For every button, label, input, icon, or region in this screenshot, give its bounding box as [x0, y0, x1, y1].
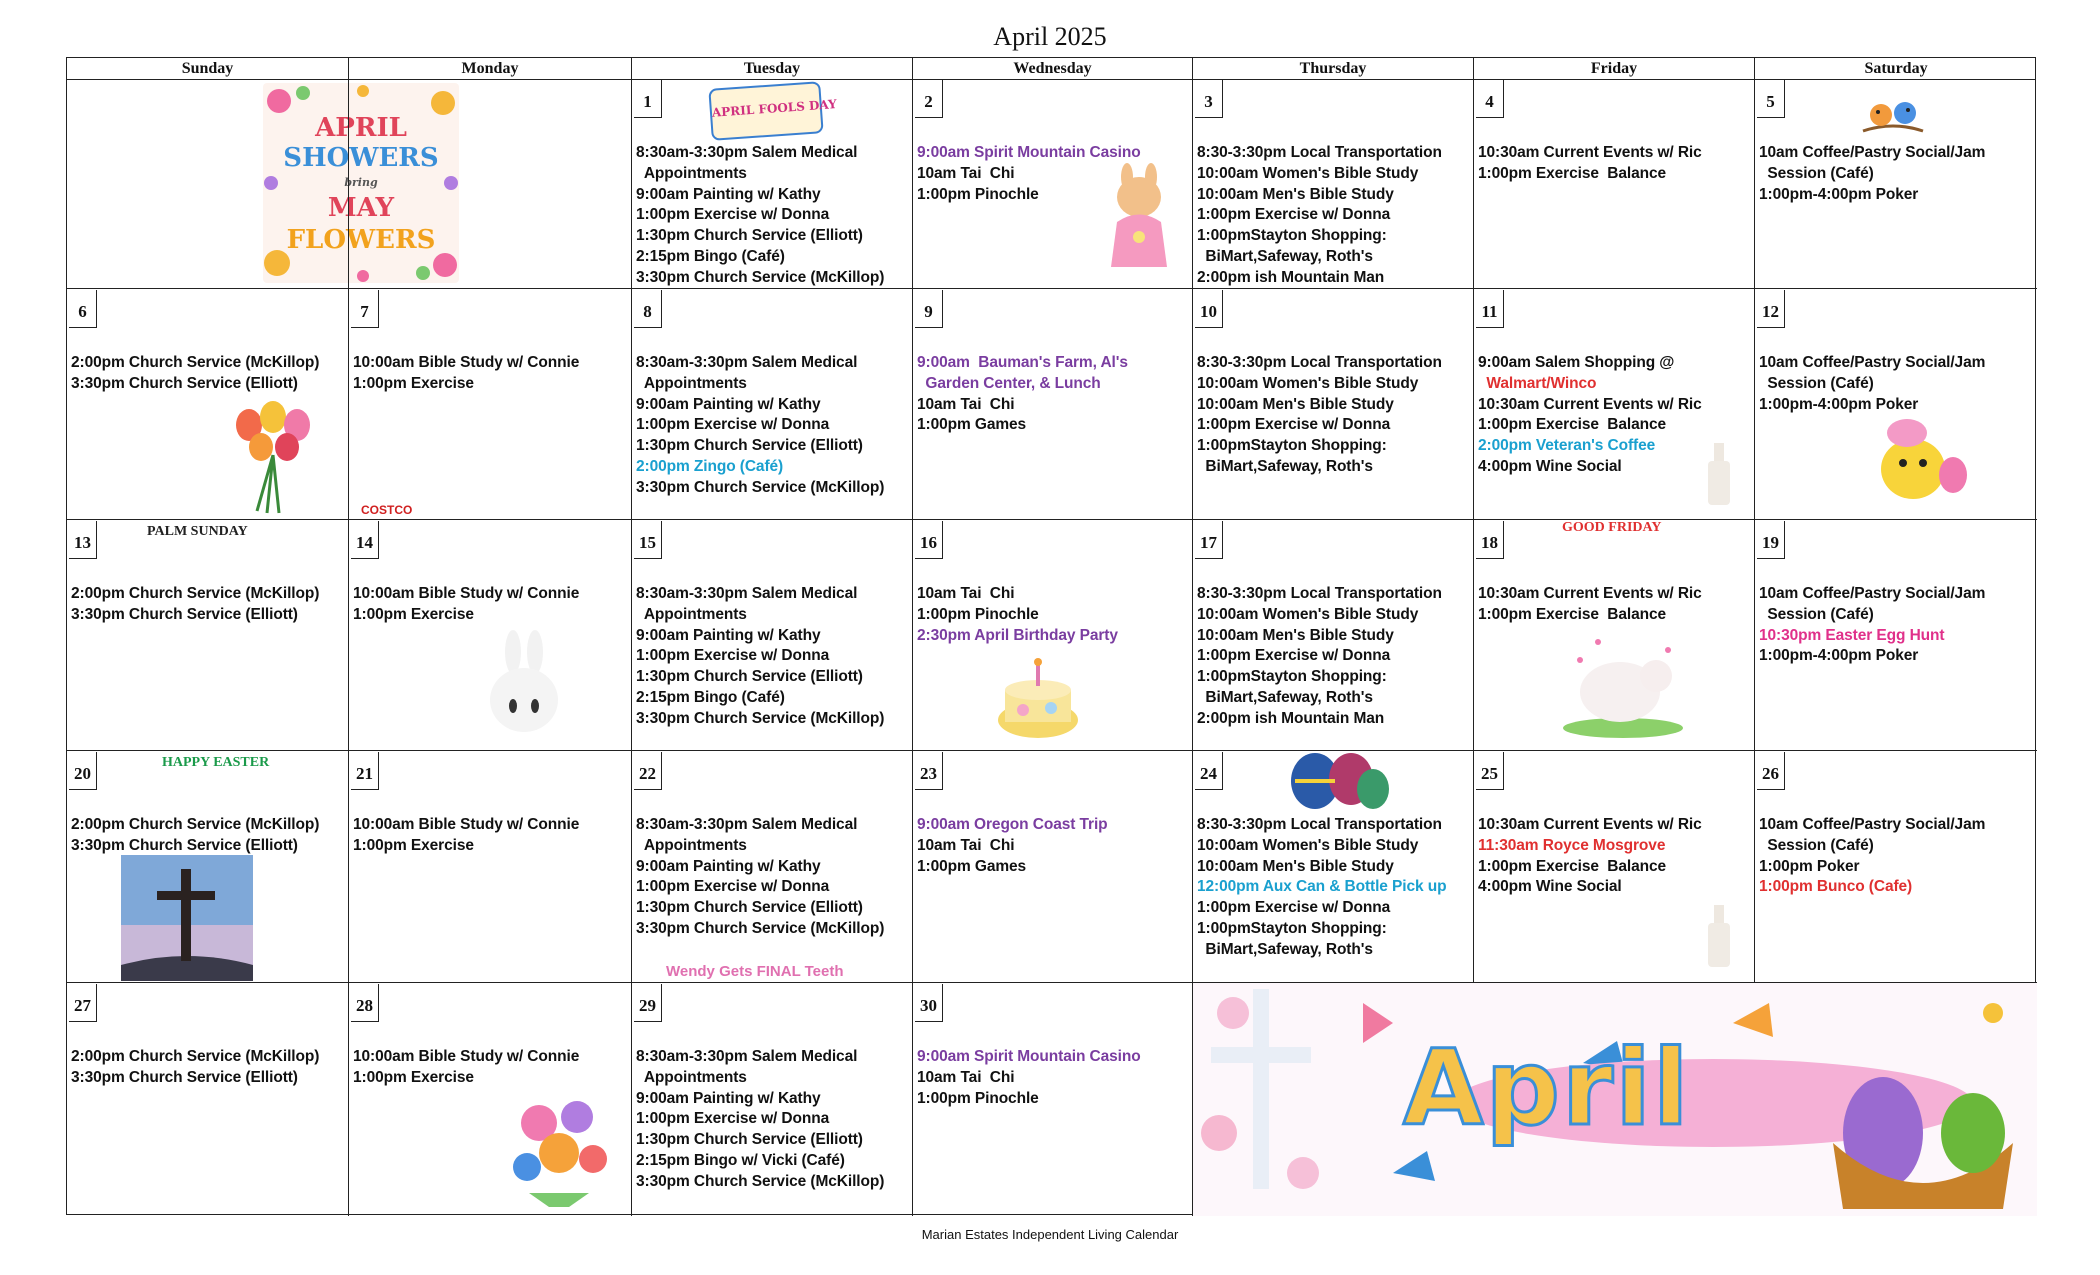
day-cell-2: [912, 79, 1192, 288]
event-item: BiMart,Safeway, Roth's: [1197, 940, 1373, 958]
event-item: 10:00am Bible Study w/ Connie: [353, 354, 580, 371]
event-list: [917, 353, 1190, 436]
event-item: 8:30am-3:30pm Salem Medical: [636, 1048, 858, 1065]
event-item: 2:30pm April Birthday Party: [917, 626, 1118, 644]
event-item: 1:00pm Games: [917, 416, 1027, 434]
weekday-monday: Monday: [348, 58, 631, 79]
good-friday-label: GOOD FRIDAY: [1562, 520, 1662, 535]
event-item: Appointments: [636, 836, 747, 854]
day-number: 8: [634, 290, 662, 328]
event-item: 1:00pm Exercise w/ Donna: [1197, 647, 1391, 665]
event-item: 10am Coffee/Pastry Social/Jam: [1759, 144, 1986, 161]
event-list: [1759, 584, 2035, 667]
event-list: [1197, 815, 1471, 961]
day-number: 6: [69, 290, 97, 328]
weekday-tuesday: Tuesday: [631, 58, 912, 79]
event-list: [1197, 143, 1471, 289]
event-item: 1:00pm Exercise w/ Donna: [636, 647, 830, 665]
event-item: 1:00pm Exercise w/ Donna: [636, 416, 830, 434]
april-fools-badge: [708, 81, 838, 141]
event-item: 2:00pm Church Service (McKillop): [71, 354, 320, 371]
event-item: 2:00pm Zingo (Café): [636, 457, 784, 475]
event-item: 10:30am Current Events w/ Ric: [1478, 585, 1702, 602]
event-item: 2:00pm Church Service (McKillop): [71, 1048, 320, 1065]
event-item: 10:00am Bible Study w/ Connie: [353, 1048, 580, 1065]
event-item: 1:00pmStayton Shopping:: [1197, 437, 1387, 455]
poster-line-3: bring: [344, 176, 378, 189]
event-item: 10am Tai Chi: [917, 836, 1015, 854]
event-list: [1759, 143, 2035, 205]
event-item: 2:15pm Bingo w/ Vicki (Café): [636, 1151, 845, 1169]
event-item: 1:00pm Exercise w/ Donna: [1197, 206, 1391, 224]
bunny-girl-icon: [1099, 167, 1179, 277]
event-item: 3:30pm Church Service (Elliott): [71, 1068, 298, 1086]
event-item: 1:00pm Exercise Balance: [1478, 857, 1667, 875]
event-item: 10am Coffee/Pastry Social/Jam: [1759, 354, 1986, 371]
event-item: 10am Coffee/Pastry Social/Jam: [1759, 816, 1986, 833]
event-item: 12:00pm Aux Can & Bottle Pick up: [1197, 878, 1447, 896]
event-item: 8:30-3:30pm Local Transportation: [1197, 816, 1442, 833]
event-item: 3:30pm Church Service (McKillop): [636, 709, 885, 727]
event-item: 3:30pm Church Service (Elliott): [71, 605, 298, 623]
day-cell-17: [1192, 519, 1473, 750]
event-item: 10am Tai Chi: [917, 164, 1015, 182]
event-list: [353, 353, 629, 395]
event-item: Walmart/Winco: [1478, 374, 1597, 392]
event-list: [636, 815, 910, 940]
event-item: 1:00pmStayton Shopping:: [1197, 227, 1387, 245]
event-item: 3:30pm Church Service (McKillop): [636, 919, 885, 937]
event-list: [636, 584, 910, 730]
day-cell-18: [1473, 519, 1754, 750]
event-item: 9:00am Painting w/ Kathy: [636, 395, 821, 413]
event-item: 1:00pm Exercise: [353, 836, 474, 854]
event-item: 1:30pm Church Service (Elliott): [636, 227, 863, 245]
event-item: 11:30am Royce Mosgrove: [1478, 836, 1666, 854]
event-item: 1:00pm-4:00pm Poker: [1759, 647, 1919, 665]
wine-bottle-icon: [1700, 901, 1740, 971]
day-cell-27: [67, 982, 348, 1216]
happy-easter-label: HAPPY EASTER: [162, 755, 270, 770]
event-item: 1:00pm Poker: [1759, 857, 1860, 875]
event-list: [71, 353, 346, 395]
calendar-footer: Marian Estates Independent Living Calendar: [921, 1227, 1179, 1242]
event-list: [636, 1047, 910, 1193]
event-item: 4:00pm Wine Social: [1478, 457, 1622, 475]
day-number: 10: [1195, 290, 1223, 328]
event-item: 1:30pm Church Service (Elliott): [636, 899, 863, 917]
day-number: 16: [915, 521, 943, 559]
april-banner-text: April: [1403, 1027, 1691, 1149]
day-number: 4: [1476, 80, 1504, 118]
day-number: 7: [351, 290, 379, 328]
event-item: 3:30pm Church Service (McKillop): [636, 478, 885, 496]
april-fools-label: APRIL FOOLS DAY: [711, 97, 838, 120]
event-item: 9:00am Oregon Coast Trip: [917, 816, 1108, 833]
event-item: 1:00pm Exercise w/ Donna: [1197, 416, 1391, 434]
day-number: 3: [1195, 80, 1223, 118]
event-item: 8:30-3:30pm Local Transportation: [1197, 585, 1442, 602]
event-item: 10:00am Women's Bible Study: [1197, 164, 1419, 182]
day-cell-30: [912, 982, 1192, 1216]
day-number: 5: [1757, 80, 1785, 118]
weekday-thursday: Thursday: [1192, 58, 1473, 79]
poster-line-5: FLOWERS: [286, 225, 436, 255]
weekday-friday: Friday: [1473, 58, 1754, 79]
day-cell-23: [912, 750, 1192, 982]
event-item: 1:00pm Pinochle: [917, 605, 1039, 623]
event-list: [917, 815, 1190, 877]
day-number: 9: [915, 290, 943, 328]
day-number: 20: [69, 752, 97, 790]
event-item: 10:00am Men's Bible Study: [1197, 395, 1394, 413]
event-item: 8:30-3:30pm Local Transportation: [1197, 144, 1442, 161]
event-item: 10:30pm Easter Egg Hunt: [1759, 626, 1945, 644]
day-number: 14: [351, 521, 379, 559]
day-cell-13: [67, 519, 348, 750]
event-item: BiMart,Safeway, Roth's: [1197, 457, 1373, 475]
day-cell-5: [1754, 79, 2037, 288]
day-cell-28: [348, 982, 631, 1216]
event-item: 1:00pm Exercise: [353, 1068, 474, 1086]
event-list: [1759, 815, 2035, 898]
event-item: 2:15pm Bingo (Café): [636, 688, 785, 706]
day-cell-4: [1473, 79, 1754, 288]
calendar-grid: [66, 57, 2036, 1215]
event-list: [1478, 815, 1752, 898]
event-item: 10:00am Men's Bible Study: [1197, 626, 1394, 644]
event-item: 10:30am Current Events w/ Ric: [1478, 816, 1702, 833]
day-number: 23: [915, 752, 943, 790]
event-item: 8:30am-3:30pm Salem Medical: [636, 144, 858, 161]
day-number: 18: [1476, 521, 1504, 559]
event-item: 10am Tai Chi: [917, 585, 1015, 602]
event-item: 1:30pm Church Service (Elliott): [636, 668, 863, 686]
event-item: 3:30pm Church Service (McKillop): [636, 1172, 885, 1190]
event-item: 2:00pm ish Mountain Man: [1197, 709, 1385, 727]
event-item: Session (Café): [1759, 374, 1874, 392]
event-item: 4:00pm Wine Social: [1478, 878, 1622, 896]
calendar-title: April 2025: [993, 22, 1107, 51]
event-item: 1:00pm Exercise w/ Donna: [636, 206, 830, 224]
event-item: 9:00am Painting w/ Kathy: [636, 1089, 821, 1107]
day-cell-9: [912, 288, 1192, 519]
event-item: 8:30am-3:30pm Salem Medical: [636, 816, 858, 833]
event-item: BiMart,Safeway, Roth's: [1197, 688, 1373, 706]
day-cell-15: [631, 519, 912, 750]
day-cell-25: [1473, 750, 1754, 982]
event-list: [71, 1047, 346, 1089]
lamb-icon: [1558, 630, 1688, 740]
weekday-saturday: Saturday: [1754, 58, 2037, 79]
day-number: 15: [634, 521, 662, 559]
event-item: 10am Coffee/Pastry Social/Jam: [1759, 585, 1986, 602]
event-item: Appointments: [636, 164, 747, 182]
day-number: 24: [1195, 752, 1223, 790]
weekday-sunday: Sunday: [181, 60, 234, 77]
event-item: 1:30pm Church Service (Elliott): [636, 1131, 863, 1149]
event-list: [1759, 353, 2035, 415]
event-item: 3:30pm Church Service (McKillop): [636, 268, 885, 286]
event-list: [636, 353, 910, 499]
event-item: 2:00pm ish Mountain Man: [1197, 268, 1385, 286]
tulip-bouquet-icon: [227, 395, 319, 515]
event-item: 1:00pm Pinochle: [917, 1089, 1039, 1107]
event-item: 1:00pm Pinochle: [917, 185, 1039, 203]
event-item: 9:00am Salem Shopping @: [1478, 354, 1675, 371]
event-item: 1:00pmStayton Shopping:: [1197, 668, 1387, 686]
event-item: 9:00am Spirit Mountain Casino: [917, 1048, 1141, 1065]
event-list: [353, 584, 629, 626]
day-cell-7: [348, 288, 631, 519]
event-list: [71, 815, 346, 857]
easter-eggs-icon: [1281, 751, 1393, 813]
day-cell-empty: [348, 79, 631, 288]
day-cell-19: [1754, 519, 2037, 750]
birthday-cake-icon: [993, 650, 1083, 745]
event-list: [917, 1047, 1190, 1109]
event-item: 2:15pm Bingo (Café): [636, 247, 785, 265]
day-cell-21: [348, 750, 631, 982]
event-item: 1:00pm Exercise: [353, 374, 474, 392]
event-item: 10:30am Current Events w/ Ric: [1478, 395, 1702, 413]
event-item: Appointments: [636, 1068, 747, 1086]
day-number: 13: [69, 521, 97, 559]
day-number: 1: [634, 80, 662, 118]
poster-line-1: APRIL: [315, 113, 407, 143]
weekday-wednesday: Wednesday: [912, 58, 1192, 79]
event-list: [1478, 143, 1752, 185]
day-number: 2: [915, 80, 943, 118]
day-cells: [67, 79, 2035, 1216]
event-item: 3:30pm Church Service (Elliott): [71, 836, 298, 854]
day-number: 17: [1195, 521, 1223, 559]
day-number: 29: [634, 984, 662, 1022]
event-item: 1:00pm-4:00pm Poker: [1759, 185, 1919, 203]
april-banner: [1192, 982, 2037, 1216]
day-cell-empty: [67, 79, 439, 288]
event-item: 1:00pm Exercise: [353, 605, 474, 623]
event-item: 1:00pm Exercise w/ Donna: [636, 1110, 830, 1128]
day-number: 21: [351, 752, 379, 790]
event-item: Session (Café): [1759, 164, 1874, 182]
event-item: 10am Tai Chi: [917, 395, 1015, 413]
event-list: [353, 815, 629, 857]
event-item: 1:00pm Games: [917, 857, 1027, 875]
day-number: 19: [1757, 521, 1785, 559]
event-list: [1197, 353, 1471, 478]
wine-bottle-icon: [1700, 439, 1740, 509]
day-cell-12: [1754, 288, 2037, 519]
event-item: 1:00pm-4:00pm Poker: [1759, 395, 1919, 413]
poster-line-2: SHOWERS: [283, 143, 439, 173]
event-item: 9:00am Spirit Mountain Casino: [917, 144, 1141, 161]
day-cell-22: [631, 750, 912, 982]
day-number: 12: [1757, 290, 1785, 328]
event-list: [917, 584, 1190, 646]
event-item: 2:00pm Veteran's Coffee: [1478, 437, 1656, 455]
event-item: 10:00am Men's Bible Study: [1197, 185, 1394, 203]
wendy-note-label: Wendy Gets FINAL Teeth: [666, 963, 844, 980]
day-number: 26: [1757, 752, 1785, 790]
event-item: 10:00am Men's Bible Study: [1197, 857, 1394, 875]
day-number: 22: [634, 752, 662, 790]
event-item: 1:00pm Exercise Balance: [1478, 164, 1667, 182]
event-list: [1197, 584, 1471, 730]
event-item: 2:00pm Church Service (McKillop): [71, 816, 320, 833]
day-cell-6: [67, 288, 348, 519]
easter-chick-icon: [1863, 413, 1973, 509]
event-item: 1:00pm Bunco (Cafe): [1759, 878, 1913, 896]
weekday-header-row: [67, 58, 2035, 80]
event-item: Session (Café): [1759, 836, 1874, 854]
event-item: 10:00am Women's Bible Study: [1197, 836, 1419, 854]
day-cell-14: [348, 519, 631, 750]
event-item: 8:30am-3:30pm Salem Medical: [636, 585, 858, 602]
event-item: 10am Tai Chi: [917, 1068, 1015, 1086]
day-number: 30: [915, 984, 943, 1022]
event-item: 10:00am Bible Study w/ Connie: [353, 585, 580, 602]
bunny-icon: [479, 630, 569, 740]
event-item: 10:00am Bible Study w/ Connie: [353, 816, 580, 833]
event-item: 2:00pm Church Service (McKillop): [71, 585, 320, 602]
day-cell-26: [1754, 750, 2037, 982]
event-item: 9:00am Painting w/ Kathy: [636, 626, 821, 644]
event-list: [1478, 584, 1752, 626]
event-item: 1:00pm Exercise Balance: [1478, 605, 1667, 623]
day-number: 25: [1476, 752, 1504, 790]
event-item: BiMart,Safeway, Roth's: [1197, 247, 1373, 265]
event-item: 10:00am Women's Bible Study: [1197, 374, 1419, 392]
event-item: 1:00pm Exercise w/ Donna: [1197, 899, 1391, 917]
day-number: 28: [351, 984, 379, 1022]
birds-on-branch-icon: [1861, 87, 1925, 139]
day-cell-3: [1192, 79, 1473, 288]
event-item: 10:30am Current Events w/ Ric: [1478, 144, 1702, 161]
day-cell-29: [631, 982, 912, 1216]
event-list: [636, 143, 910, 289]
event-item: Appointments: [636, 374, 747, 392]
event-item: 1:00pm Exercise Balance: [1478, 416, 1667, 434]
day-number: 27: [69, 984, 97, 1022]
day-cell-24: [1192, 750, 1473, 982]
day-number: 11: [1476, 290, 1504, 328]
day-cell-11: [1473, 288, 1754, 519]
event-item: 8:30-3:30pm Local Transportation: [1197, 354, 1442, 371]
event-item: Garden Center, & Lunch: [917, 374, 1101, 392]
event-list: [71, 584, 346, 626]
event-item: 1:30pm Church Service (Elliott): [636, 437, 863, 455]
event-item: 1:00pm Exercise w/ Donna: [636, 878, 830, 896]
event-item: 8:30am-3:30pm Salem Medical: [636, 354, 858, 371]
flower-bouquet-icon: [499, 1083, 619, 1209]
day-cell-1: [631, 79, 912, 288]
event-item: 3:30pm Church Service (Elliott): [71, 374, 298, 392]
cross-icon: [121, 855, 253, 981]
day-cell-20: [67, 750, 348, 982]
event-item: Appointments: [636, 605, 747, 623]
event-item: 9:00am Painting w/ Kathy: [636, 185, 821, 203]
event-item: 9:00am Painting w/ Kathy: [636, 857, 821, 875]
event-item: 9:00am Bauman's Farm, Al's: [917, 354, 1128, 371]
costco-label: COSTCO: [361, 503, 413, 517]
event-item: 10:00am Women's Bible Study: [1197, 605, 1419, 623]
day-cell-8: [631, 288, 912, 519]
event-item: Session (Café): [1759, 605, 1874, 623]
palm-sunday-label: PALM SUNDAY: [147, 524, 248, 539]
day-cell-10: [1192, 288, 1473, 519]
day-cell-16: [912, 519, 1192, 750]
poster-line-4: MAY: [327, 193, 395, 223]
event-item: 1:00pmStayton Shopping:: [1197, 919, 1387, 937]
